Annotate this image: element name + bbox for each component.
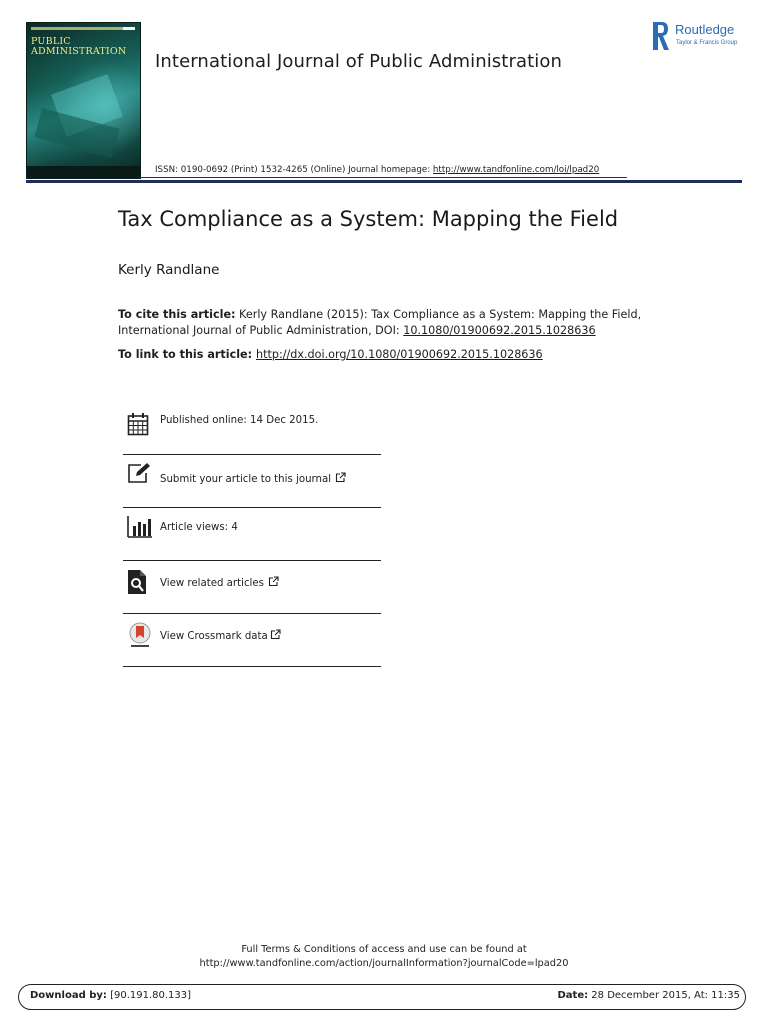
citation-text: Kerly Randlane (2015): Tax Compliance as a System: Mapping the Field, <box>235 308 642 321</box>
citation-block <box>118 307 641 339</box>
article-link-label: To link to this article: <box>118 348 256 361</box>
article-views-label: Article views: 4 <box>160 522 238 533</box>
article-author: Kerly Randlane <box>118 262 220 278</box>
divider <box>123 454 381 455</box>
published-online-label: Published online: 14 Dec 2015. <box>160 415 319 426</box>
divider <box>123 666 381 667</box>
citation-text: International Journal of Public Administration, DOI: <box>118 324 404 337</box>
journal-cover-image <box>26 22 141 179</box>
cover-band <box>31 27 131 30</box>
external-link-icon <box>268 576 279 587</box>
journal-title: International Journal of Public Administration <box>155 51 562 72</box>
divider <box>123 613 381 614</box>
external-link-icon <box>335 472 346 483</box>
cover-title-line: PUBLIC <box>31 36 71 47</box>
related-articles-row[interactable] <box>123 569 381 597</box>
issn-line <box>155 165 599 175</box>
download-by-value: [90.191.80.133] <box>106 990 192 1001</box>
citation-line <box>118 307 641 323</box>
divider <box>123 560 381 561</box>
citation-doi-link[interactable]: 10.1080/01900692.2015.1028636 <box>403 324 596 337</box>
download-date-label: Date: <box>557 990 589 1001</box>
routledge-logo-icon <box>653 22 669 50</box>
terms-line: Full Terms & Conditions of access and use can be found at <box>241 944 527 955</box>
submit-article-row[interactable] <box>123 462 381 492</box>
article-title: Tax Compliance as a System: Mapping the Field <box>118 207 619 231</box>
download-date <box>558 990 741 1001</box>
header-divider-thin <box>139 177 627 178</box>
publisher-name: Routledge <box>675 22 735 37</box>
header-divider <box>26 180 742 183</box>
article-link-url[interactable]: http://dx.doi.org/10.1080/01900692.2015.1028636 <box>256 348 543 361</box>
download-by-label: Download by: <box>30 990 107 1001</box>
related-articles-text[interactable]: View related articles <box>160 578 264 589</box>
cover-strip <box>27 166 140 178</box>
article-link-block <box>118 347 543 363</box>
citation-line <box>118 323 641 339</box>
terms-and-conditions <box>0 943 768 971</box>
article-views-row <box>123 514 381 542</box>
bar-chart-icon <box>127 516 153 538</box>
related-articles-link[interactable] <box>160 576 279 589</box>
publisher-subtitle: Taylor & Francis Group <box>676 40 738 46</box>
divider <box>123 507 381 508</box>
crossmark-row[interactable] <box>123 622 381 650</box>
download-by <box>30 990 191 1001</box>
submit-article-text[interactable]: Submit your article to this journal <box>160 474 332 485</box>
document-search-icon <box>127 569 149 595</box>
crossmark-link[interactable] <box>160 629 281 642</box>
terms-url[interactable]: http://www.tandfonline.com/action/journalInformation?journalCode=lpad20 <box>199 958 569 969</box>
cover-title-line: ADMINISTRATION <box>31 46 127 57</box>
issn-text: ISSN: 0190-0692 (Print) 1532-4265 (Online) Journal homepage: <box>155 165 433 175</box>
citation-label: To cite this article: <box>118 308 236 321</box>
crossmark-text[interactable]: View Crossmark data <box>160 631 268 642</box>
cover-band-light <box>123 27 135 30</box>
journal-homepage-link[interactable]: http://www.tandfonline.com/loi/lpad20 <box>432 165 600 175</box>
calendar-icon <box>127 412 149 436</box>
published-online-row <box>123 410 381 438</box>
submit-article-link[interactable] <box>160 472 346 485</box>
edit-icon <box>127 462 153 484</box>
download-date-value: 28 December 2015, At: 11:35 <box>588 990 740 1001</box>
external-link-icon <box>270 629 281 640</box>
crossmark-icon <box>127 622 153 650</box>
cover-title <box>31 37 136 57</box>
